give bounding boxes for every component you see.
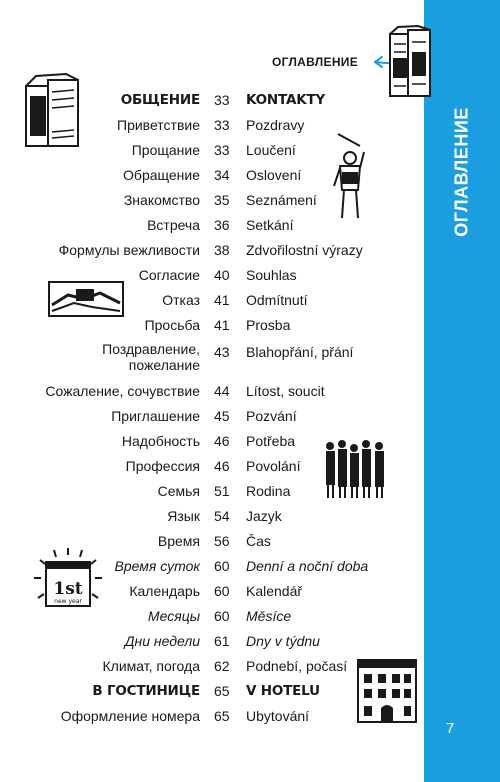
- czech-topic: Pozdravy: [246, 117, 305, 133]
- page-ref: 51: [214, 483, 230, 499]
- toc-label: ОГЛАВЛЕНИЕ: [272, 55, 359, 69]
- toc-row: [0, 292, 424, 314]
- toc-row: [0, 708, 424, 730]
- russian-topic-line: пожелание: [128, 357, 200, 373]
- czech-topic: KONTAKTY: [246, 92, 326, 108]
- sidebar: [424, 0, 500, 782]
- toc-row: [0, 633, 424, 655]
- toc-row: [0, 583, 424, 605]
- russian-topic: Дни недели: [124, 633, 200, 649]
- russian-topic: Приглашение: [111, 408, 200, 424]
- czech-topic: Loučení: [246, 142, 296, 158]
- toc-row: [0, 242, 424, 264]
- czech-topic: Povolání: [246, 458, 301, 474]
- toc-section-row: [0, 683, 424, 705]
- page-ref: 45: [214, 408, 230, 424]
- russian-topic-line: Поздравление,: [102, 341, 200, 357]
- czech-topic: Dny v týdnu: [246, 633, 320, 649]
- toc-row: [0, 117, 424, 139]
- czech-topic: Měsíce: [246, 608, 292, 624]
- page-ref: 46: [214, 433, 230, 449]
- sidebar-title: ОГЛАВЛЕНИЕ: [451, 107, 472, 237]
- czech-topic: Blahopřání, přání: [246, 344, 354, 360]
- russian-topic: [102, 341, 200, 373]
- russian-topic: Обращение: [123, 167, 200, 183]
- czech-topic: Odmítnutí: [246, 292, 308, 308]
- russian-topic: Семья: [157, 483, 200, 499]
- toc-row: [0, 217, 424, 239]
- page-ref: 34: [214, 167, 230, 183]
- russian-topic: Просьба: [144, 317, 200, 333]
- russian-topic: Время: [157, 533, 200, 549]
- czech-topic: Seznámení: [246, 192, 317, 208]
- toc-row: [0, 408, 424, 430]
- russian-topic: Встреча: [147, 217, 200, 233]
- calendar-caption-text: new year: [54, 598, 82, 605]
- page-ref: 60: [214, 608, 230, 624]
- russian-topic: Оформление номера: [60, 708, 200, 724]
- page-ref: 60: [214, 583, 230, 599]
- calendar-day-text: 1st: [53, 579, 83, 599]
- russian-topic: Отказ: [162, 292, 200, 308]
- czech-topic: Souhlas: [246, 267, 297, 283]
- calendar-illustration: [30, 546, 106, 616]
- russian-topic: Формулы вежливости: [58, 242, 200, 258]
- page-ref: 41: [214, 292, 230, 308]
- page-ref: 44: [214, 383, 230, 399]
- toc-row: [0, 533, 424, 555]
- toc-row: [0, 608, 424, 630]
- czech-topic: Denní a noční doba: [246, 558, 369, 574]
- russian-topic: Сожаление, сочувствие: [45, 383, 200, 399]
- page-ref: 41: [214, 317, 230, 333]
- toc-row: [0, 167, 424, 189]
- page-ref: 33: [214, 117, 230, 133]
- page-ref: 43: [214, 344, 230, 360]
- page-ref: 65: [214, 708, 230, 724]
- czech-topic: Rodina: [246, 483, 291, 499]
- toc-row: [0, 558, 424, 580]
- russian-topic: Приветствие: [117, 117, 200, 133]
- czech-topic: Jazyk: [246, 508, 282, 524]
- toc-row: [0, 341, 424, 373]
- page-ref: 56: [214, 533, 230, 549]
- russian-topic: Календарь: [129, 583, 200, 599]
- czech-topic: V HOTELU: [246, 683, 320, 699]
- toc-row: [0, 383, 424, 405]
- russian-topic: Знакомство: [123, 192, 200, 208]
- czech-topic: Pozvání: [246, 408, 297, 424]
- page-ref: 36: [214, 217, 230, 233]
- russian-topic: Язык: [167, 508, 200, 524]
- russian-topic: Надобность: [121, 433, 200, 449]
- toc-row: [0, 317, 424, 339]
- page-ref: 61: [214, 633, 230, 649]
- page-ref: 65: [214, 683, 230, 699]
- czech-topic: Čas: [246, 533, 271, 549]
- russian-topic: Время суток: [114, 558, 200, 574]
- toc-row: [0, 192, 424, 214]
- russian-topic: Климат, погода: [102, 658, 200, 674]
- page-ref: 35: [214, 192, 230, 208]
- toc-row: [0, 508, 424, 530]
- page-ref: 62: [214, 658, 230, 674]
- czech-topic: Prosba: [246, 317, 291, 333]
- czech-topic: Lítost, soucit: [246, 383, 325, 399]
- page-ref: 40: [214, 267, 230, 283]
- russian-topic: Профессия: [125, 458, 200, 474]
- toc-row: [0, 483, 424, 505]
- russian-topic: Согласие: [138, 267, 200, 283]
- czech-topic: Zdvořilostní výrazy: [246, 242, 363, 258]
- page-ref: 60: [214, 558, 230, 574]
- russian-topic: В ГОСТИНИЦЕ: [92, 683, 200, 699]
- czech-topic: Oslovení: [246, 167, 302, 183]
- page-number: 7: [446, 720, 455, 737]
- russian-topic: Прощание: [131, 142, 200, 158]
- page-ref: 33: [214, 92, 230, 108]
- toc-row: [0, 458, 424, 480]
- toc-row: [0, 658, 424, 680]
- czech-topic: Podnebí, počasí: [246, 658, 348, 674]
- czech-topic: Potřeba: [246, 433, 296, 449]
- czech-topic: Ubytování: [246, 708, 310, 724]
- toc-row: [0, 267, 424, 289]
- czech-topic: Setkání: [246, 217, 294, 233]
- page-ref: 46: [214, 458, 230, 474]
- czech-topic: Kalendář: [246, 583, 303, 599]
- page-ref: 33: [214, 142, 230, 158]
- toc-row: [0, 433, 424, 455]
- toc-section-row: [0, 92, 424, 114]
- page-ref: 54: [214, 508, 230, 524]
- russian-topic: ОБЩЕНИЕ: [120, 92, 200, 108]
- page-ref: 38: [214, 242, 230, 258]
- russian-topic: Месяцы: [147, 608, 200, 624]
- toc-row: [0, 142, 424, 164]
